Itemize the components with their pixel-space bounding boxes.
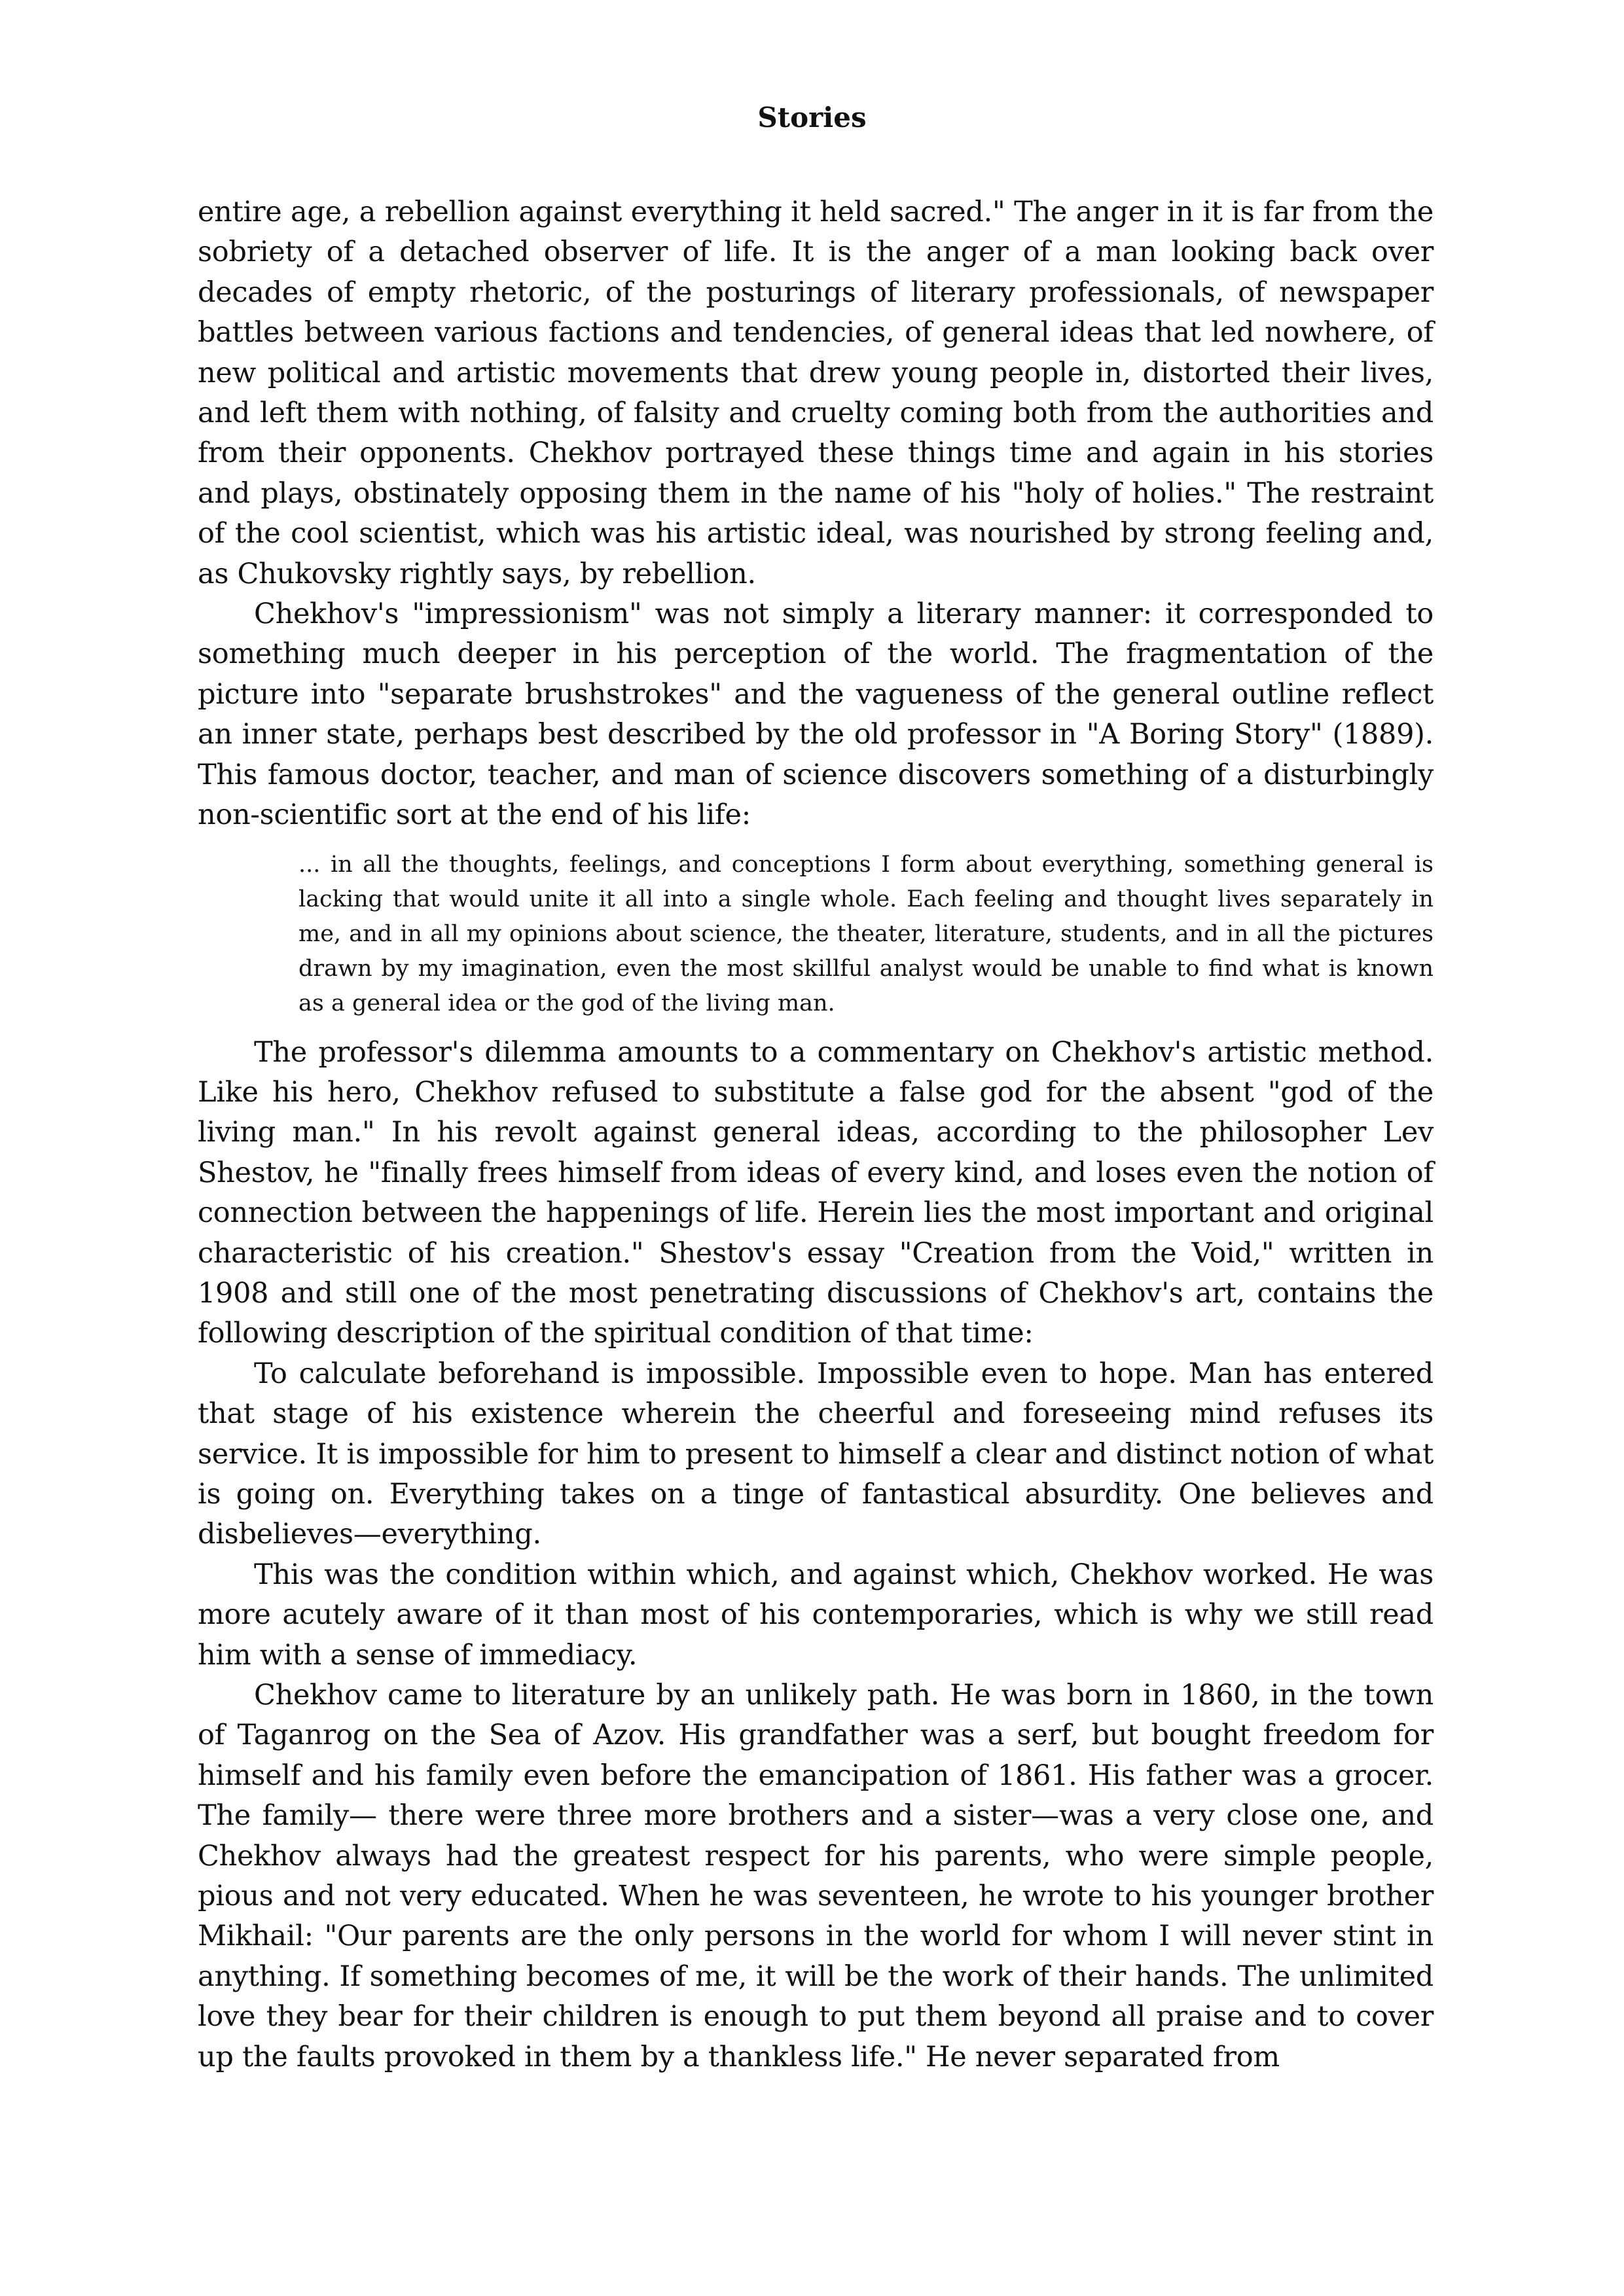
paragraph-4: To calculate beforehand is impossible. Impossible even to hope. Man has entered that stage of his existence wherein the cheerful and foreseeing mind refuses its service. It is impossible for him to present to himself a clear and distinct notion of what is going on. Everything takes on a tinge of fantastical absurdity. One believes and disbelieves—everything. [198,1357,1434,1551]
paragraph-6: Chekhov came to literature by an unlikely path. He was born in 1860, in the town of Taganrog on the Sea of Azov. His grandfather was a serf, but bought freedom for himself and his family even before the emancipation of 1861. His father was a grocer. The family— there were three more brothers and a sister—was a very close one, and Chekhov always had the greatest respect for his parents, who were simple people, pious and not very educated. When he was seventeen, he wrote to his younger brother Mikhail: "Our parents are the only persons in the world for whom I will never stint in anything. If something becomes of me, it will be the work of their hands. The unlimited love they bear for their children is enough to put them beyond all praise and to cover up the faults provoked in them by a thankless life." He never separated from [198,1679,1434,2073]
paragraph-5: This was the condition within which, and against which, Chekhov worked. He was more acutely aware of it than most of his contemporaries, which is why we still read him with a sense of immediacy. [198,1558,1434,1672]
paragraph-3: The professor's dilemma amounts to a commentary on Chekhov's artistic method. Like his hero, Chekhov refused to substitute a false god for the absent "god of the living man." In his revolt against general ideas, according to the philosopher Lev Shestov, he "finally frees himself from ideas of every kind, and loses even the notion of connection between the happenings of life. Herein lies the most important and original characteristic of his creation." Shestov's essay "Creation from the Void," written in 1908 and still one of the most penetrating discussions of Chekhov's art, contains the following description of the spiritual condition of that time: [198,1035,1434,1350]
block-quote: ... in all the thoughts, feelings, and conceptions I form about everything, something general is lacking that would unite it all into a single whole. Each feeling and thought lives separately in me, and in all my opinions about science, the theater, literature, students, and in all the pictures drawn by my imagination, even the most skillful analyst would be unable to find what is known as a general idea or the god of the living man. [298,851,1434,1016]
paragraph-1: entire age, a rebellion against everything it held sacred." The anger in it is far from the sobriety of a detached observer of life. It is the anger of a man looking back over decades of empty rhetoric, of the posturings of literary professionals, of newspaper battles between various factions and tendencies, of general ideas that led nowhere, of new political and artistic movements that drew young people in, distorted their lives, and left them with nothing, of falsity and cruelty coming both from the authorities and from their opponents. Chekhov portrayed these things time and again in his stories and plays, obstinately opposing them in the name of his "holy of holies." The restraint of the cool scientist, which was his artistic ideal, was nourished by strong feeling and, as Chukovsky rightly says, by rebellion. [198,196,1434,590]
body-text [198,192,1434,2077]
paragraph-2: Chekhov's "impressionism" was not simply a literary manner: it corresponded to something much deeper in his perception of the world. The fragmentation of the picture into "separate brushstrokes" and the vagueness of the general outline reflect an inner state, perhaps best described by the old professor in "A Boring Story" (1889). This famous doctor, teacher, and man of science discovers something of a disturbingly non-scientific sort at the end of his life: [198,598,1434,832]
running-head: Stories [757,101,867,134]
